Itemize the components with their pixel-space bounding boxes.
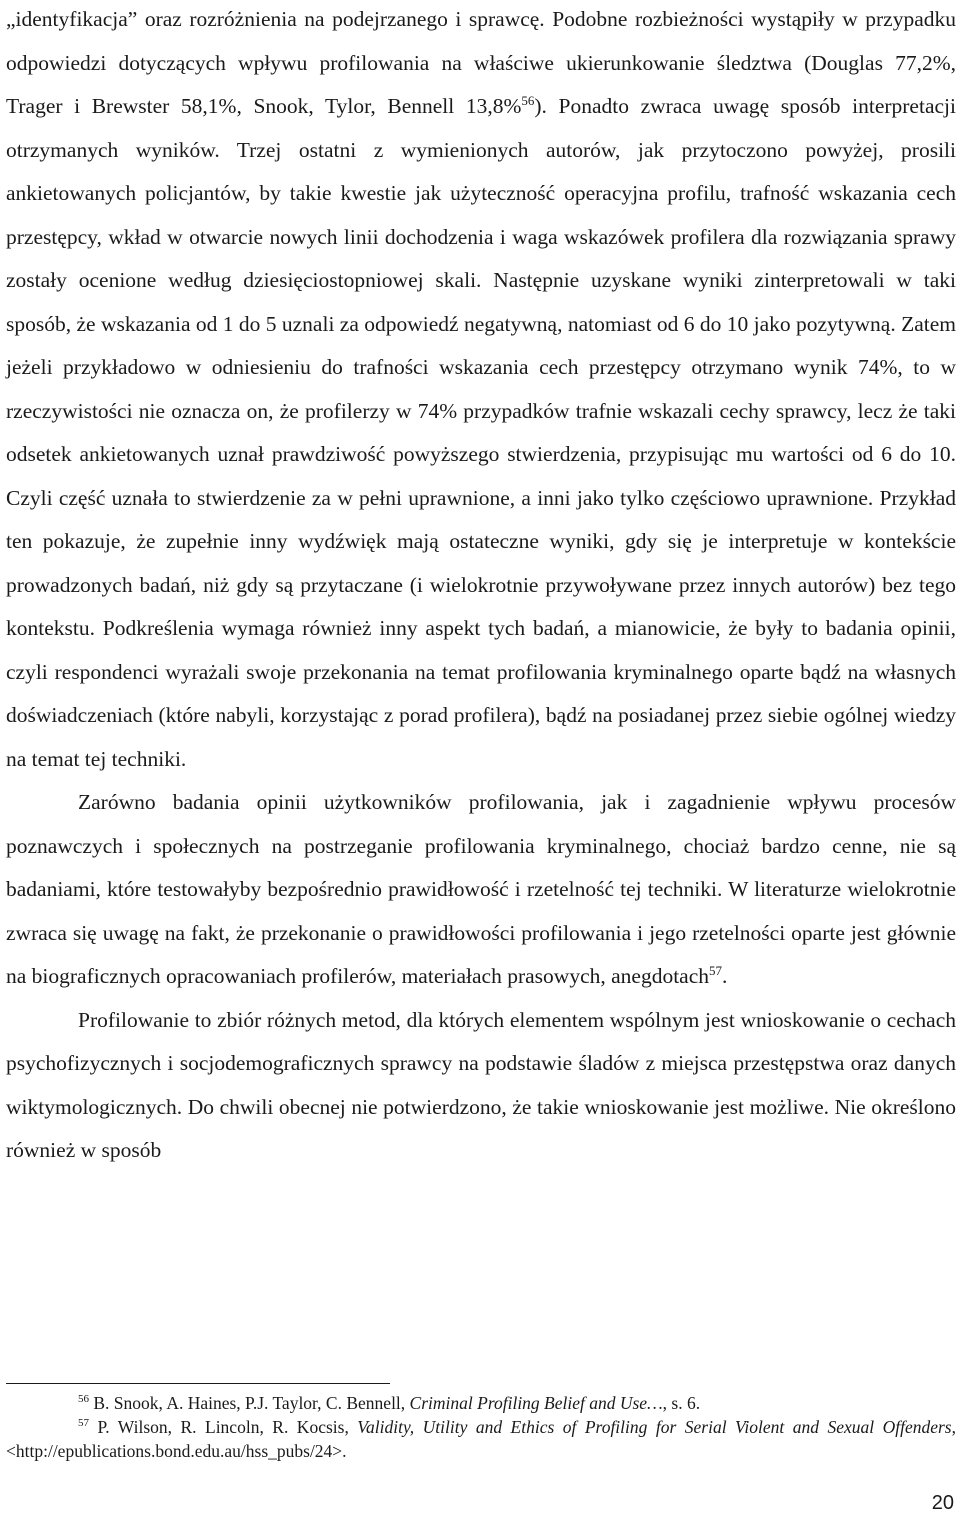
footnote-57-tail: , <http://epublications.bond.edu.au/hss_pubs/24>.: [6, 1417, 956, 1461]
paragraph-1-text-a: „identyfikacja” oraz rozróżnienia na podejrzanego i sprawcę. Podobne rozbieżności wystąpiły w przypadku odpowiedzi dotyczących wpływu profilowania na właściwe ukierunkowanie śledztwa (Douglas 77,2%, Trager i Brewster 58,1%, Snook, Tylor, Bennell 13,8%: [6, 7, 956, 118]
paragraph-1-text-b: ). Ponadto zwraca uwagę sposób interpretacji otrzymanych wyników. Trzej ostatni z wymienionych autorów, jak przytoczono powyżej, prosili ankietowanych policjantów, by takie kwestie jak użyteczność operacyjna profilu, trafność wskazania cech przestępcy, wkład w otwarcie nowych linii dochodzenia i waga wskazówek profilera dla rozwiązania sprawy zostały ocenione według dziesięciostopniowej skali. Następnie uzyskane wyniki zinterpretowali w taki sposób, że wskazania od 1 do 5 uznali za odpowiedź negatywną, natomiast od 6 do 10 jako pozytywną. Zatem jeżeli przykładowo w odniesieniu do trafności wskazania cech przestępcy otrzymano wynik 74%, to w rzeczywistości nie oznacza on, że profilerzy w 74% przypadków trafnie wskazali cechy sprawcy, lecz że taki odsetek ankietowanych uznał prawdziwość powyższego stwierdzenia, przypisując mu wartości od 6 do 10. Czyli część uznała to stwierdzenie za w pełni uprawnione, a inni jako tylko częściowo uprawnione. Przykład ten pokazuje, że zupełnie inny wydźwięk mają ostateczne wyniki, gdy się je interpretuje w kontekście prowadzonych badań, niż gdy są przytaczane (i wielokrotnie przywoływane przez innych autorów) bez tego kontekstu. Podkreślenia wymaga również inny aspekt tych badań, a mianowicie, że były to badania opinii, czyli respondenci wyrażali swoje przekonania na temat profilowania kryminalnego oparte bądź na własnych doświadczeniach (które nabyli, korzystając z porad profilera), bądź na posiadanej przez siebie ogólnej wiedzy na temat tej techniki.: [6, 94, 956, 771]
footnote-57: [6, 1415, 956, 1463]
paragraph-2-text-a: Zarówno badania opinii użytkowników profilowania, jak i zagadnienie wpływu procesów poznawczych i społecznych na postrzeganie profilowania kryminalnego, chociaż bardzo cenne, nie są badaniami, które testowałyby bezpośrednio prawidłowość i rzetelność tej techniki. W literaturze wielokrotnie zwraca się uwagę na fakt, że przekonanie o prawidłowości profilowania i jego rzetelności oparte jest głównie na biograficznych opracowaniach profilerów, materiałach prasowych, anegdotach: [6, 790, 956, 988]
footnote-separator: [6, 1383, 390, 1384]
paragraph-1: [6, 0, 956, 781]
footnote-number-57: 57: [78, 1417, 89, 1430]
footnote-ref-57[interactable]: 57: [709, 962, 723, 978]
footnote-56-authors: B. Snook, A. Haines, P.J. Taylor, C. Bennell,: [89, 1393, 410, 1413]
paragraph-2-text-b: .: [722, 964, 728, 988]
footnote-57-authors: P. Wilson, R. Lincoln, R. Kocsis,: [89, 1417, 358, 1437]
body-text: [6, 0, 956, 1173]
footnote-ref-56[interactable]: 56: [521, 92, 535, 108]
paragraph-2: [6, 781, 956, 999]
footnote-56: [6, 1391, 956, 1415]
paragraph-3: Profilowanie to zbiór różnych metod, dla których elementem wspólnym jest wnioskowanie o cechach psychofizycznych i socjodemograficznych sprawcy na podstawie śladów z miejsca przestępstwa oraz danych wiktymologicznych. Do chwili obecnej nie potwierdzono, że takie wnioskowanie jest możliwe. Nie określono również w sposób: [6, 1007, 956, 1162]
page-number: 20: [931, 1492, 954, 1514]
footnote-57-title: Validity, Utility and Ethics of Profiling for Serial Violent and Sexual Offenders: [357, 1417, 952, 1437]
footnote-56-title: Criminal Profiling Belief and Use…: [409, 1393, 663, 1413]
footnote-56-tail: , s. 6.: [662, 1393, 701, 1413]
footnote-number-56: 56: [78, 1393, 89, 1406]
footnotes: [6, 1391, 956, 1463]
